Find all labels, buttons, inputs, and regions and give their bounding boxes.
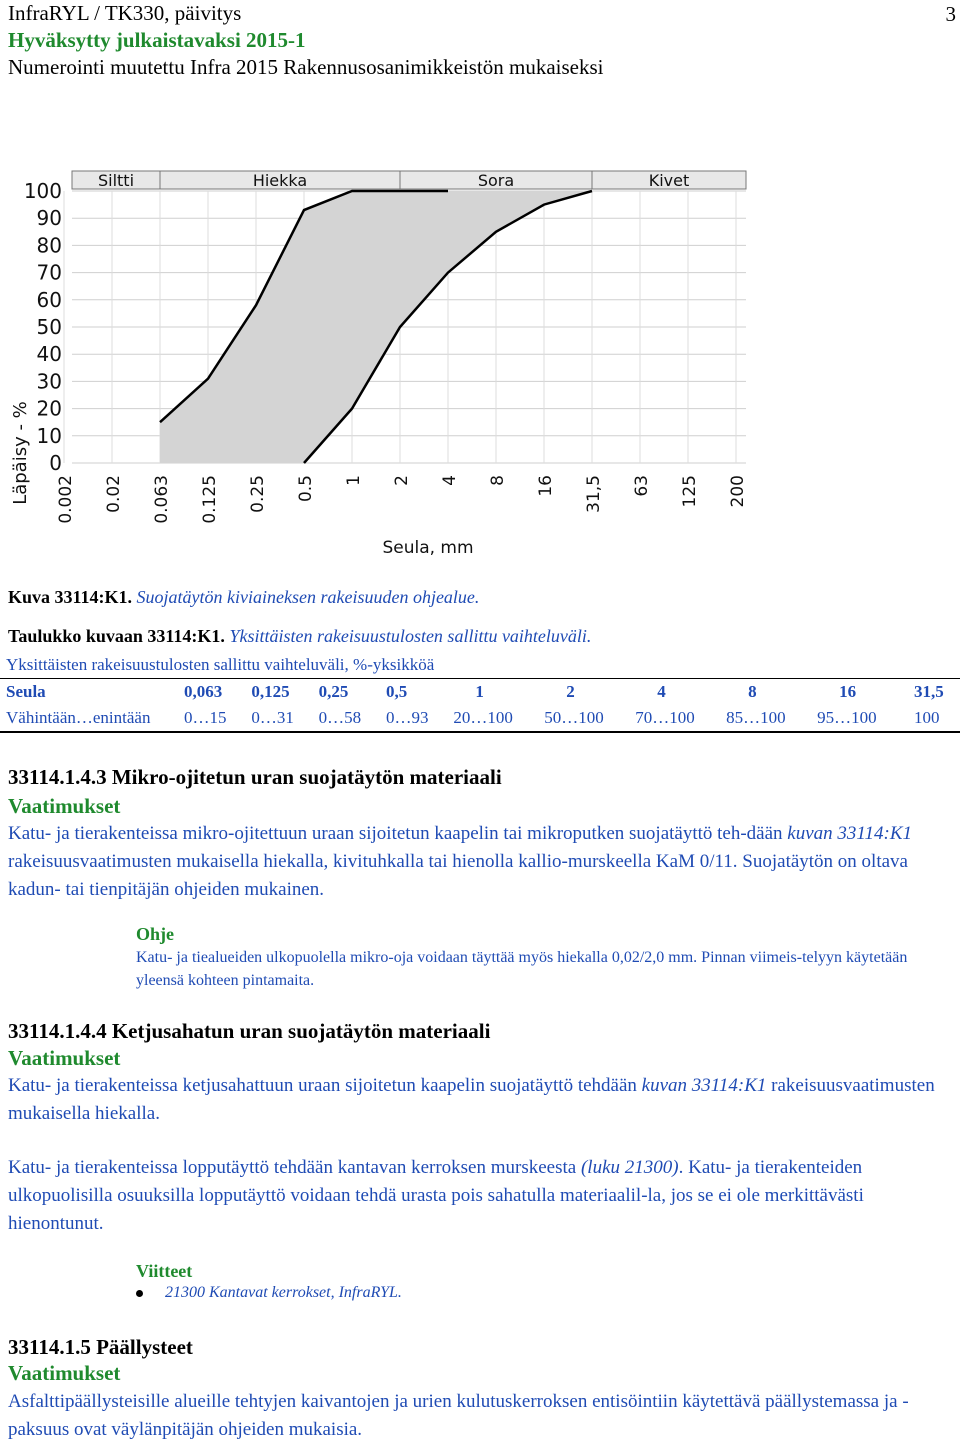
x-tick-label: 0.002 <box>56 475 76 524</box>
section-subheading: Vaatimukset <box>8 1046 121 1070</box>
x-tick-label: 4 <box>440 475 460 486</box>
x-tick-label: 63 <box>632 475 652 497</box>
y-tick-label: 0 <box>49 451 62 475</box>
y-tick-label: 10 <box>36 423 62 448</box>
table-cell: Vähintään…enintään <box>0 705 178 732</box>
table-header-cell: 0,125 <box>251 682 290 701</box>
section-paragraph: Katu- ja tierakenteissa ketjusahattuun uraan sijoitetun kaapelin suojatäyttö tehdään kuvan 33114:K1 rakeisuusvaatimusten mukaisella hiekalla. <box>8 1075 935 1124</box>
y-tick-label: 50 <box>36 315 62 339</box>
table-header-cell: 16 <box>839 682 857 701</box>
table-header-cell: Seula <box>6 682 46 701</box>
note-text: Katu- ja tiealueiden ulkopuolella mikro-oja voidaan täyttää myös hiekalla 0,02/2,0 mm. Pinnan viimeis-telyyn käytetään yleensä kohteen pintamaita. <box>136 949 908 989</box>
x-tick-label: 31,5 <box>584 475 604 513</box>
x-tick-label: 2 <box>392 475 412 486</box>
table-cell: 85…100 <box>720 705 811 732</box>
y-tick-label: 20 <box>36 396 62 421</box>
note-heading: Ohje <box>136 924 174 944</box>
table-header-row <box>0 679 960 706</box>
table-header-cell: 4 <box>657 682 666 701</box>
table-header-cell: 2 <box>566 682 575 701</box>
table-cell: 20…100 <box>447 705 538 732</box>
section-subheading: Vaatimukset <box>8 1361 121 1385</box>
x-tick-label: 0.125 <box>200 475 220 524</box>
table-cell: 0…31 <box>245 705 312 732</box>
header-approval: Hyväksytty julkaistavaksi 2015-1 <box>8 28 306 52</box>
table-cell: 70…100 <box>629 705 720 732</box>
table-header-cell: 0,5 <box>385 682 408 701</box>
x-tick-label: 0.5 <box>296 475 316 503</box>
table-header-cell: 0,25 <box>318 682 349 701</box>
figure-caption-label: Kuva 33114:K1. <box>8 587 133 607</box>
x-tick-label: 125 <box>680 475 700 508</box>
section-paragraph: Katu- ja tierakenteissa mikro-ojitettuun uraan sijoitetun kaapelin tai mikroputken suojatäyttö teh-dään kuvan 33114:K1 rakeisuusvaatimusten mukaisella hiekalla, kivituhkalla tai hienolla kallio-murskeella KaM 0/11. Suojatäytön on oltava kadun- tai tienpitäjän ohjeiden mukainen. <box>8 823 913 900</box>
section-subheading: Vaatimukset <box>8 794 121 818</box>
section-paragraph: Katu- ja tierakenteissa lopputäyttö tehdään kantavan kerroksen murskeesta (luku 21300). Katu- ja tierakenteiden ulkopuolisilla osuuksilla lopputäyttö voidaan tehdä urasta pois sahatulla materiaalil-la, jos se ei ole merkittävästi hienontunut. <box>8 1157 864 1234</box>
section-heading-4-3: 33114.1.4.3 Mikro-ojitetun uran suojatäytön materiaali <box>8 765 502 789</box>
table-header-cell: 1 <box>475 682 484 701</box>
y-tick-label: 100 <box>23 179 62 203</box>
band-header-bar <box>72 171 746 189</box>
table-caption-label: Taulukko kuvaan 33114:K1. <box>8 626 225 646</box>
figure-caption <box>8 587 479 608</box>
section-heading-5: 33114.1.5 Päällysteet <box>8 1335 193 1359</box>
section-paragraph: Asfalttipäällysteisille alueille tehtyjen kaivantojen ja urien kulutuskerroksen entisöintiin käytettävä päällystemassa ja -paksuus ovat väylänpitäjän ohjeiden mukaisia. <box>8 1391 909 1440</box>
x-tick-label: 0.063 <box>152 475 172 524</box>
references-heading: Viitteet <box>136 1261 193 1281</box>
page-number: 3 <box>945 2 956 26</box>
table-caption <box>8 626 591 647</box>
table-cell: 0…15 <box>178 705 245 732</box>
y-axis-label: Läpäisy - % <box>10 401 31 505</box>
y-tick-label: 90 <box>36 206 62 231</box>
x-tick-label: 1 <box>344 475 364 486</box>
band-label: Hiekka <box>252 171 308 190</box>
figure-reference: kuvan 33114:K1 <box>641 1075 767 1096</box>
table-cell: 95…100 <box>811 705 902 732</box>
grading-table <box>0 652 960 733</box>
reference-item: 21300 Kantavat kerrokset, InfraRYL. <box>136 1284 402 1302</box>
table-cell: 50…100 <box>538 705 629 732</box>
band-label: Siltti <box>97 171 135 190</box>
table-header-cell: 8 <box>748 682 757 701</box>
band-label: Sora <box>477 171 515 190</box>
table-cell: 0…58 <box>313 705 380 732</box>
table-cell: 0…93 <box>380 705 447 732</box>
y-tick-label: 70 <box>36 260 62 285</box>
table-header-cell: 0,063 <box>184 682 223 701</box>
y-tick-label: 60 <box>36 287 62 312</box>
table-caption-text: Yksittäisten rakeisuustulosten sallittu vaihteluväli. <box>229 626 592 646</box>
table-cell: 100 <box>902 705 960 732</box>
figure-caption-text: Suojatäytön kiviaineksen rakeisuuden ohjealue. <box>136 587 480 607</box>
header-numbering-note: Numerointi muutettu Infra 2015 Rakennusosanimikkeistön mukaiseksi <box>8 55 604 79</box>
x-axis-label: Seula, mm <box>382 538 474 558</box>
chapter-reference: (luku 21300) <box>580 1157 679 1178</box>
x-tick-label: 0.02 <box>104 475 124 513</box>
x-tick-label: 0.25 <box>248 475 268 513</box>
x-tick-label: 200 <box>728 475 748 508</box>
table-title-row: Yksittäisten rakeisuustulosten sallittu vaihteluväli, %-yksikköä <box>0 652 960 679</box>
band-label: Kivet <box>648 171 690 190</box>
band-header <box>72 171 746 190</box>
y-tick-label: 30 <box>36 369 62 394</box>
y-tick-label: 40 <box>36 342 62 367</box>
table-row <box>0 705 960 732</box>
header-title: InfraRYL / TK330, päivitys <box>8 1 242 25</box>
figure-reference: kuvan 33114:K1 <box>787 823 913 844</box>
bullet-icon <box>136 1290 143 1297</box>
table-header-cell: 31,5 <box>914 682 944 701</box>
section-heading-4-4: 33114.1.4.4 Ketjusahatun uran suojatäytön materiaali <box>8 1019 491 1043</box>
x-tick-label: 8 <box>488 475 508 486</box>
y-tick-label: 80 <box>36 233 62 258</box>
grading-chart <box>10 135 750 583</box>
x-tick-label: 16 <box>536 475 556 497</box>
